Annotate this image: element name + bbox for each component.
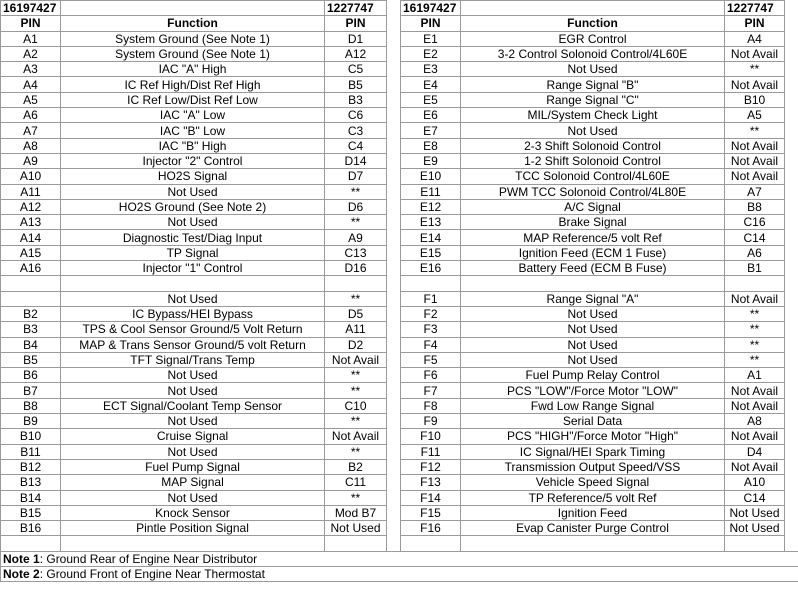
- left-pin-cell: A15: [1, 245, 61, 260]
- left-mate-pin-cell: D14: [325, 153, 387, 168]
- left-pin-cell: B4: [1, 337, 61, 352]
- right-pin-cell: E4: [401, 77, 461, 92]
- left-mate-pin-cell: C11: [325, 475, 387, 490]
- left-pin-cell: A9: [1, 153, 61, 168]
- left-pin-cell: B12: [1, 459, 61, 474]
- right-function-cell: Not Used: [461, 352, 725, 367]
- left-function-cell: Not Used: [61, 444, 325, 459]
- right-function-cell: Battery Feed (ECM B Fuse): [461, 261, 725, 276]
- left-mate-pin-cell: **: [325, 215, 387, 230]
- right-pin-cell: E11: [401, 184, 461, 199]
- pin-row: [1, 429, 798, 444]
- right-mate-pin-cell: Not Avail: [725, 77, 785, 92]
- pin-row: [1, 46, 798, 61]
- pin-row: [1, 291, 798, 306]
- left-pin-cell: A16: [1, 261, 61, 276]
- right-pin-cell: F16: [401, 521, 461, 536]
- part-number-row: [1, 1, 798, 16]
- right-mate-part-number: 1227747: [725, 1, 785, 16]
- right-pin-cell: E3: [401, 62, 461, 77]
- pin-row: [1, 215, 798, 230]
- left-mate-pin-cell: **: [325, 184, 387, 199]
- right-function-cell: Serial Data: [461, 414, 725, 429]
- left-pin-cell: A7: [1, 123, 61, 138]
- left-pin-cell: A6: [1, 108, 61, 123]
- pin-row: [1, 368, 798, 383]
- left-pin-cell: B6: [1, 368, 61, 383]
- right-pin-cell: E2: [401, 46, 461, 61]
- left-function-cell: TP Signal: [61, 245, 325, 260]
- right-mate-pin-cell: Not Avail: [725, 398, 785, 413]
- right-mate-pin-cell: A10: [725, 475, 785, 490]
- right-pin-cell: F1: [401, 291, 461, 306]
- right-pin-cell: E15: [401, 245, 461, 260]
- left-mate-pin-cell: C3: [325, 123, 387, 138]
- right-function-cell: TCC Solonoid Control/4L60E: [461, 169, 725, 184]
- left-pin-cell: A5: [1, 92, 61, 107]
- right-pin-cell: F8: [401, 398, 461, 413]
- right-function-cell: Ignition Feed (ECM 1 Fuse): [461, 245, 725, 260]
- header-row: [1, 16, 798, 31]
- right-pin-cell: F14: [401, 490, 461, 505]
- left-mate-pin-cell: Not Avail: [325, 352, 387, 367]
- right-pin-cell: F7: [401, 383, 461, 398]
- left-pin-cell: B5: [1, 352, 61, 367]
- note-text: : Ground Front of Engine Near Thermostat: [39, 567, 265, 582]
- left-mate-pin-cell: **: [325, 291, 387, 306]
- left-function-cell: Not Used: [61, 368, 325, 383]
- right-function-cell: Evap Canister Purge Control: [461, 521, 725, 536]
- pin-row: [1, 352, 798, 367]
- right-function-header: Function: [461, 16, 725, 31]
- right-pin-cell: E12: [401, 199, 461, 214]
- right-pin-cell: E5: [401, 92, 461, 107]
- right-mate-pin-cell: B8: [725, 199, 785, 214]
- left-mate-pin-cell: B3: [325, 92, 387, 107]
- pin-row: [1, 398, 798, 413]
- right-mate-pin-cell: Not Avail: [725, 169, 785, 184]
- left-mate-pin-cell: A12: [325, 46, 387, 61]
- right-function-cell: Range Signal "A": [461, 291, 725, 306]
- right-mate-pin-cell: B1: [725, 261, 785, 276]
- right-function-cell: PWM TCC Solonoid Control/4L80E: [461, 184, 725, 199]
- right-pin-cell: F3: [401, 322, 461, 337]
- left-pin-cell: A11: [1, 184, 61, 199]
- left-function-cell: Injector "2" Control: [61, 153, 325, 168]
- left-mate-pin-cell: D7: [325, 169, 387, 184]
- left-function-cell: Not Used: [61, 414, 325, 429]
- pin-row: [1, 169, 798, 184]
- left-function-cell: Knock Sensor: [61, 505, 325, 520]
- right-pin-header: PIN: [401, 16, 461, 31]
- right-pin-cell: E6: [401, 108, 461, 123]
- pin-row: [1, 521, 798, 536]
- right-function-cell: Ignition Feed: [461, 505, 725, 520]
- left-function-header: Function: [61, 16, 325, 31]
- left-mate-pin-cell: D16: [325, 261, 387, 276]
- pin-row: [1, 505, 798, 520]
- left-mate-pin-cell: D5: [325, 306, 387, 321]
- right-pin-cell: E16: [401, 261, 461, 276]
- left-mate-pin-cell: D1: [325, 31, 387, 46]
- left-mate-pin-cell: B2: [325, 459, 387, 474]
- right-function-cell: Not Used: [461, 337, 725, 352]
- right-mate-pin-cell: Not Avail: [725, 429, 785, 444]
- left-pin-cell: B9: [1, 414, 61, 429]
- left-function-cell: IC Bypass/HEI Bypass: [61, 306, 325, 321]
- right-pin-cell: E14: [401, 230, 461, 245]
- right-mate-pin-cell: [725, 276, 785, 291]
- right-function-cell: 2-3 Shift Solonoid Control: [461, 138, 725, 153]
- left-function-cell: IAC "A" Low: [61, 108, 325, 123]
- right-mate-pin-cell: B10: [725, 92, 785, 107]
- right-pin-cell: F4: [401, 337, 461, 352]
- left-mate-pin-cell: **: [325, 414, 387, 429]
- right-pin-cell: E1: [401, 31, 461, 46]
- pin-row: [1, 92, 798, 107]
- right-mate-pin-cell: Not Used: [725, 521, 785, 536]
- right-pin-cell: E13: [401, 215, 461, 230]
- left-pin-cell: B14: [1, 490, 61, 505]
- pin-row: [1, 184, 798, 199]
- left-function-cell: Diagnostic Test/Diag Input: [61, 230, 325, 245]
- left-pin-cell: B10: [1, 429, 61, 444]
- left-mate-pin-cell: A9: [325, 230, 387, 245]
- left-mate-pin-cell: C6: [325, 108, 387, 123]
- right-function-cell: Range Signal "C": [461, 92, 725, 107]
- left-mate-pin-cell: Not Avail: [325, 429, 387, 444]
- pin-row: [1, 337, 798, 352]
- left-function-cell: TPS & Cool Sensor Ground/5 Volt Return: [61, 322, 325, 337]
- pin-row: [1, 414, 798, 429]
- right-mate-pin-cell: **: [725, 322, 785, 337]
- left-function-cell: Fuel Pump Signal: [61, 459, 325, 474]
- left-pin-cell: B16: [1, 521, 61, 536]
- pin-row: [1, 261, 798, 276]
- right-function-cell: PCS "LOW"/Force Motor "LOW": [461, 383, 725, 398]
- left-mate-pin-cell: **: [325, 368, 387, 383]
- pin-row: [1, 31, 798, 46]
- note-label: Note 2: [3, 567, 40, 582]
- left-pin-cell: B2: [1, 306, 61, 321]
- left-mate-pin-cell: C4: [325, 138, 387, 153]
- right-mate-pin-cell: **: [725, 62, 785, 77]
- left-mate-pin-header: PIN: [325, 16, 387, 31]
- right-pin-cell: F5: [401, 352, 461, 367]
- pin-row: [1, 306, 798, 321]
- left-mate-pin-cell: C13: [325, 245, 387, 260]
- left-pin-cell: A1: [1, 31, 61, 46]
- right-function-cell: Not Used: [461, 306, 725, 321]
- right-function-cell: 3-2 Control Solonoid Control/4L60E: [461, 46, 725, 61]
- right-pin-cell: E8: [401, 138, 461, 153]
- left-mate-part-number: 1227747: [325, 1, 387, 16]
- right-mate-pin-cell: Not Avail: [725, 138, 785, 153]
- right-pin-cell: F13: [401, 475, 461, 490]
- right-mate-pin-cell: **: [725, 352, 785, 367]
- right-function-cell: Brake Signal: [461, 215, 725, 230]
- left-pin-cell: A4: [1, 77, 61, 92]
- left-part-number: 16197427: [1, 1, 61, 16]
- note-label: Note 1: [3, 551, 40, 566]
- left-pin-cell: A13: [1, 215, 61, 230]
- right-part-number: 16197427: [401, 1, 461, 16]
- left-mate-pin-cell: C5: [325, 62, 387, 77]
- right-mate-pin-cell: Not Avail: [725, 153, 785, 168]
- left-pin-cell: A2: [1, 46, 61, 61]
- pin-row: [1, 230, 798, 245]
- left-function-cell: IC Ref Low/Dist Ref Low: [61, 92, 325, 107]
- pin-row: [1, 475, 798, 490]
- left-mate-pin-cell: **: [325, 383, 387, 398]
- left-function-cell: System Ground (See Note 1): [61, 46, 325, 61]
- right-pin-cell: E9: [401, 153, 461, 168]
- right-pin-cell: F12: [401, 459, 461, 474]
- left-function-cell: HO2S Signal: [61, 169, 325, 184]
- right-function-cell: Not Used: [461, 322, 725, 337]
- right-mate-pin-cell: A1: [725, 368, 785, 383]
- left-function-cell: IAC "A" High: [61, 62, 325, 77]
- right-pin-cell: E10: [401, 169, 461, 184]
- pin-row: [1, 459, 798, 474]
- note-row: [1, 551, 798, 566]
- pin-row: [1, 108, 798, 123]
- right-function-cell: PCS "HIGH"/Force Motor "High": [461, 429, 725, 444]
- pin-row: [1, 123, 798, 138]
- left-pin-cell: B7: [1, 383, 61, 398]
- right-mate-pin-cell: Not Avail: [725, 291, 785, 306]
- right-mate-pin-header: PIN: [725, 16, 785, 31]
- right-function-cell: TP Reference/5 volt Ref: [461, 490, 725, 505]
- pin-row: [1, 276, 798, 291]
- right-mate-pin-cell: **: [725, 306, 785, 321]
- right-mate-pin-cell: Not Avail: [725, 46, 785, 61]
- left-mate-pin-cell: **: [325, 490, 387, 505]
- left-function-cell: Not Used: [61, 291, 325, 306]
- left-pin-cell: B15: [1, 505, 61, 520]
- left-function-cell: Not Used: [61, 490, 325, 505]
- right-function-cell: MIL/System Check Light: [461, 108, 725, 123]
- right-function-cell: EGR Control: [461, 31, 725, 46]
- right-pin-cell: F6: [401, 368, 461, 383]
- right-mate-pin-cell: **: [725, 337, 785, 352]
- left-function-cell: MAP Signal: [61, 475, 325, 490]
- pin-row: [1, 490, 798, 505]
- left-function-cell: ECT Signal/Coolant Temp Sensor: [61, 398, 325, 413]
- pin-row: [1, 245, 798, 260]
- right-function-cell: Not Used: [461, 123, 725, 138]
- left-function-cell: IAC "B" Low: [61, 123, 325, 138]
- right-function-cell: A/C Signal: [461, 199, 725, 214]
- left-mate-pin-cell: D2: [325, 337, 387, 352]
- pin-row: [1, 138, 798, 153]
- right-function-cell: Fwd Low Range Signal: [461, 398, 725, 413]
- right-pin-cell: F15: [401, 505, 461, 520]
- left-pin-cell: A12: [1, 199, 61, 214]
- pin-row: [1, 199, 798, 214]
- note-row: [1, 566, 798, 581]
- right-mate-pin-cell: Not Avail: [725, 383, 785, 398]
- left-mate-pin-cell: A11: [325, 322, 387, 337]
- left-pin-cell: A8: [1, 138, 61, 153]
- right-pin-cell: F9: [401, 414, 461, 429]
- right-function-cell: Range Signal "B": [461, 77, 725, 92]
- right-pin-cell: F11: [401, 444, 461, 459]
- right-mate-pin-cell: C14: [725, 230, 785, 245]
- left-function-cell: Pintle Position Signal: [61, 521, 325, 536]
- left-pin-header: PIN: [1, 16, 61, 31]
- left-pin-cell: [1, 276, 61, 291]
- left-function-cell: IAC "B" High: [61, 138, 325, 153]
- right-function-cell: Vehicle Speed Signal: [461, 475, 725, 490]
- left-pin-cell: A10: [1, 169, 61, 184]
- right-mate-pin-cell: **: [725, 123, 785, 138]
- pin-row: [1, 444, 798, 459]
- left-pin-cell: B11: [1, 444, 61, 459]
- left-function-cell: Injector "1" Control: [61, 261, 325, 276]
- left-function-cell: Not Used: [61, 383, 325, 398]
- left-function-cell: [61, 276, 325, 291]
- left-pin-cell: [1, 291, 61, 306]
- left-function-cell: System Ground (See Note 1): [61, 31, 325, 46]
- right-function-cell: Not Used: [461, 62, 725, 77]
- right-mate-pin-cell: A5: [725, 108, 785, 123]
- pin-row: [1, 77, 798, 92]
- right-mate-pin-cell: Not Used: [725, 505, 785, 520]
- left-mate-pin-cell: **: [325, 444, 387, 459]
- left-mate-pin-cell: Mod B7: [325, 505, 387, 520]
- right-mate-pin-cell: A8: [725, 414, 785, 429]
- right-mate-pin-cell: A6: [725, 245, 785, 260]
- left-pin-cell: A14: [1, 230, 61, 245]
- left-function-cell: Not Used: [61, 215, 325, 230]
- right-mate-pin-cell: D4: [725, 444, 785, 459]
- right-function-cell: [461, 276, 725, 291]
- left-function-cell: TFT Signal/Trans Temp: [61, 352, 325, 367]
- right-function-cell: Transmission Output Speed/VSS: [461, 459, 725, 474]
- spacer-row: [1, 536, 798, 551]
- right-function-cell: IC Signal/HEI Spark Timing: [461, 444, 725, 459]
- right-mate-pin-cell: A7: [725, 184, 785, 199]
- left-function-cell: HO2S Ground (See Note 2): [61, 199, 325, 214]
- note-text: : Ground Rear of Engine Near Distributor: [39, 551, 258, 566]
- right-pin-cell: F2: [401, 306, 461, 321]
- left-pin-cell: A3: [1, 62, 61, 77]
- left-mate-pin-cell: B5: [325, 77, 387, 92]
- left-mate-pin-cell: C10: [325, 398, 387, 413]
- left-mate-pin-cell: D6: [325, 199, 387, 214]
- right-mate-pin-cell: Not Avail: [725, 459, 785, 474]
- pin-row: [1, 62, 798, 77]
- right-mate-pin-cell: C14: [725, 490, 785, 505]
- left-pin-cell: B8: [1, 398, 61, 413]
- pin-row: [1, 322, 798, 337]
- left-mate-pin-cell: Not Used: [325, 521, 387, 536]
- right-mate-pin-cell: A4: [725, 31, 785, 46]
- pin-row: [1, 383, 798, 398]
- left-pin-cell: B13: [1, 475, 61, 490]
- right-pin-cell: F10: [401, 429, 461, 444]
- left-function-cell: MAP & Trans Sensor Ground/5 volt Return: [61, 337, 325, 352]
- right-function-cell: 1-2 Shift Solonoid Control: [461, 153, 725, 168]
- left-pin-cell: B3: [1, 322, 61, 337]
- right-function-cell: Fuel Pump Relay Control: [461, 368, 725, 383]
- right-function-cell: MAP Reference/5 volt Ref: [461, 230, 725, 245]
- left-function-cell: IC Ref High/Dist Ref High: [61, 77, 325, 92]
- right-pin-cell: [401, 276, 461, 291]
- left-function-cell: Not Used: [61, 184, 325, 199]
- left-mate-pin-cell: [325, 276, 387, 291]
- left-function-cell: Cruise Signal: [61, 429, 325, 444]
- pin-row: [1, 153, 798, 168]
- right-mate-pin-cell: C16: [725, 215, 785, 230]
- right-pin-cell: E7: [401, 123, 461, 138]
